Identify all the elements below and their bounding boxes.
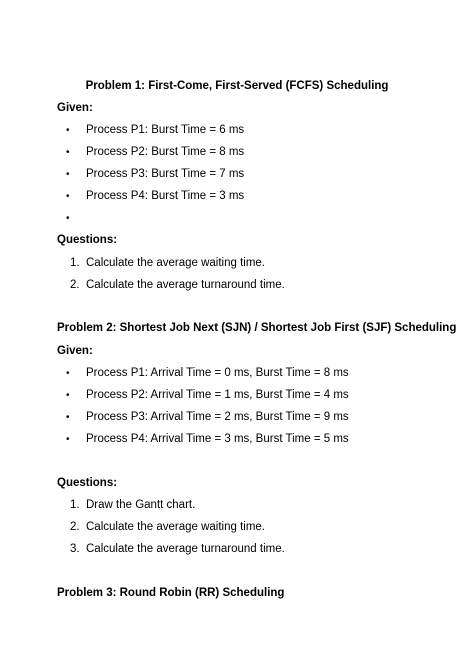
problem2-given-text: Process P1: Arrival Time = 0 ms, Burst Time = 8 ms (86, 367, 349, 379)
problem1-given-item (66, 146, 244, 158)
problem2-question-item (70, 499, 195, 511)
bullet-marker: • (66, 169, 70, 180)
problem2-given-item (66, 411, 349, 423)
problem2-given-text: Process P2: Arrival Time = 1 ms, Burst Time = 4 ms (86, 389, 349, 401)
problem1-question-text: Calculate the average turnaround time. (86, 279, 285, 291)
problem1-question-text: Calculate the average waiting time. (86, 257, 265, 269)
problem1-given-text: Process P2: Burst Time = 8 ms (86, 146, 245, 158)
problem2-given-label: Given: (57, 345, 93, 357)
problem2-given-item (66, 367, 349, 379)
bullet-marker: • (66, 390, 70, 401)
problem1-given-item (66, 124, 244, 136)
problem2-questions-label: Questions: (57, 477, 118, 489)
problem1-question-item (70, 279, 285, 291)
bullet-marker: • (66, 368, 70, 379)
problem1-given-text: Process P4: Burst Time = 3 ms (86, 190, 245, 202)
bullet-marker: • (66, 213, 70, 224)
bullet-marker: • (66, 125, 70, 136)
problem2-given-item (66, 433, 349, 445)
problem3-title: Problem 3: Round Robin (RR) Scheduling (57, 587, 285, 599)
bullet-marker: • (66, 434, 70, 445)
problem1-title: Problem 1: First-Come, First-Served (FCFS) Scheduling (85, 80, 389, 92)
problem1-given-item (66, 190, 244, 202)
problem1-question-item (70, 257, 265, 269)
problem2-given-text: Process P3: Arrival Time = 2 ms, Burst Time = 9 ms (86, 411, 349, 423)
problem1-given-label: Given: (57, 102, 93, 114)
problem2-given-text: Process P4: Arrival Time = 3 ms, Burst Time = 5 ms (86, 433, 349, 445)
problem2-given-item (66, 389, 349, 401)
bullet-marker: • (66, 412, 70, 423)
problem1-given-item (66, 168, 244, 180)
list-number: 1. (70, 257, 80, 269)
bullet-marker: • (66, 147, 70, 158)
problem2-question-text: Calculate the average turnaround time. (86, 543, 285, 555)
list-number: 2. (70, 279, 80, 291)
problem1-given-text: Process P1: Burst Time = 6 ms (86, 124, 245, 136)
problem2-question-item (70, 543, 285, 555)
list-number: 1. (70, 499, 80, 511)
problem1-questions-label: Questions: (57, 234, 118, 246)
list-number: 3. (70, 543, 80, 555)
problem1-given-item (66, 212, 86, 224)
problem2-title: Problem 2: Shortest Job Next (SJN) / Shortest Job First (SJF) Scheduling (57, 322, 457, 334)
list-number: 2. (70, 521, 80, 533)
problem2-question-text: Calculate the average waiting time. (86, 521, 265, 533)
problem1-given-text: Process P3: Burst Time = 7 ms (86, 168, 245, 180)
bullet-marker: • (66, 191, 70, 202)
problem2-question-text: Draw the Gantt chart. (86, 499, 196, 511)
problem2-question-item (70, 521, 265, 533)
